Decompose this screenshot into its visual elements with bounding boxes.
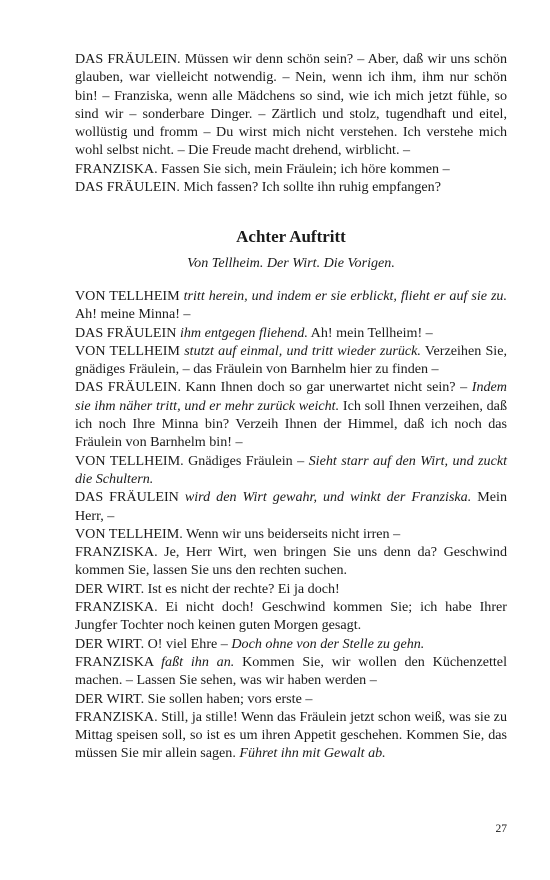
speech-text: FRANZISKA. Ei nicht doch! Geschwind kommen Sie; ich habe Ihrer Jungfer Tochter noch keinen guten Morgen gesagt.	[75, 599, 507, 634]
speech-text: DER WIRT. O! viel Ehre –	[75, 635, 232, 652]
dialogue-line	[75, 598, 507, 635]
dialogue-line	[75, 690, 507, 708]
speech-text: VON TELLHEIM. Wenn wir uns beiderseits nicht irren –	[75, 525, 401, 542]
dialogue-line	[75, 653, 507, 690]
speech-text: DER WIRT. Ist es nicht der rechte? Ei ja doch!	[75, 580, 340, 597]
speech-text: DAS FRÄULEIN. Müssen wir denn schön sein? – Aber, daß wir uns schön glauben, war vielleicht notwendig. – Nein, wenn ich ihm, ihm nur schön bin! – Franziska, wenn alle Mädchens so sind, wie ich mich jetzt fühle, so sind wir – sonderbare Dinger. – Zärtlich und stolz, tugendhaft und eitel, wollüstig und fromm – Du wirst mich nicht verstehen. Ich verstehe mich wohl selbst nicht. – Die Freude macht drehend, wirblicht. –	[75, 51, 507, 159]
stage-direction: tritt herein, und indem er sie erblickt, flieht er auf sie zu.	[183, 288, 508, 304]
stage-direction: Führet ihn mit Gewalt ab.	[239, 745, 386, 762]
speech-text: VON TELLHEIM. Gnädiges Fräulein –	[75, 452, 309, 469]
speech-text: VON TELLHEIM	[75, 288, 184, 304]
stage-direction: Indem sie ihm näher tritt, und er mehr zurück weicht.	[75, 379, 507, 414]
dialogue-line	[75, 50, 507, 160]
speech-text: Verzeihen Sie, gnädiges Fräulein, – das Fräulein von Barnhelm hier zu finden –	[75, 342, 508, 378]
speech-text: FRANZISKA	[75, 653, 162, 670]
dialogue-line	[75, 708, 507, 763]
stage-direction: wird den Wirt gewahr, und winkt der Franziska.	[184, 489, 472, 506]
dialogue-line	[75, 178, 507, 196]
stage-direction: Sieht starr auf den Wirt, und zuckt die Schultern.	[75, 452, 507, 487]
scene-cast-list: Von Tellheim. Der Wirt. Die Vorigen.	[187, 255, 395, 271]
speech-text: Ah! meine Minna! –	[75, 306, 191, 323]
dialogue-line	[75, 378, 507, 451]
scene-heading: Achter Auftritt	[236, 227, 346, 246]
speech-text: FRANZISKA. Je, Herr Wirt, wen bringen Sie uns denn da? Geschwind kommen Sie, lassen Sie uns den rechten suchen.	[75, 544, 507, 579]
dialogue-line	[75, 160, 507, 178]
speech-text: DAS FRÄULEIN	[75, 324, 180, 341]
speech-text: DER WIRT. Sie sollen haben; vors erste –	[75, 690, 313, 707]
speech-text: VON TELLHEIM	[75, 342, 185, 359]
speech-text: Mein Herr, –	[75, 489, 507, 524]
speech-text: DAS FRÄULEIN. Mich fassen? Ich sollte ihn ruhig empfangen?	[75, 179, 441, 196]
dialogue-line	[75, 488, 507, 525]
dialogue-line	[75, 342, 507, 379]
speech-text: DAS FRÄULEIN. Kann Ihnen doch so gar unerwartet nicht sein? –	[75, 379, 472, 396]
speech-text: Ich soll Ihnen verzeihen, daß ich noch Ihre Minna bin? Verzeih Ihnen der Himmel, daß ich noch das Fräulein von Barnhelm bin! –	[75, 397, 507, 451]
dialogue-line	[75, 525, 507, 543]
speech-text: FRANZISKA. Fassen Sie sich, mein Fräulein; ich höre kommen –	[75, 160, 450, 177]
stage-direction: faßt ihn an.	[161, 653, 235, 670]
dialogue-line	[75, 452, 507, 489]
speech-text: DAS FRÄULEIN	[75, 489, 185, 506]
stage-direction: Doch ohne von der Stelle zu gehn.	[231, 635, 425, 652]
speech-text: Kommen Sie, wir wollen den Küchenzettel machen. – Lassen Sie sehen, was wir haben werden –	[75, 653, 507, 689]
dialogue-line	[75, 580, 507, 598]
dialogue-line	[75, 543, 507, 580]
stage-direction: ihm entgegen fliehend.	[179, 324, 308, 341]
dialogue-line	[75, 635, 507, 653]
stage-direction: stutzt auf einmal, und tritt wieder zurück.	[184, 342, 421, 359]
speech-text: FRANZISKA. Still, ja stille! Wenn das Fräulein jetzt schon weiß, was sie zu Mittag speisen soll, so ist es um ihren Appetit geschehen. Kommen Sie, das müssen Sie mir allein sagen.	[75, 708, 507, 762]
dialogue-line	[75, 324, 507, 342]
speech-text: Ah! mein Tellheim! –	[307, 324, 433, 341]
page-number: 27	[495, 823, 507, 835]
dialogue-line	[75, 287, 507, 324]
dialogue-block-top	[75, 50, 507, 196]
dialogue-block-main	[75, 287, 507, 763]
